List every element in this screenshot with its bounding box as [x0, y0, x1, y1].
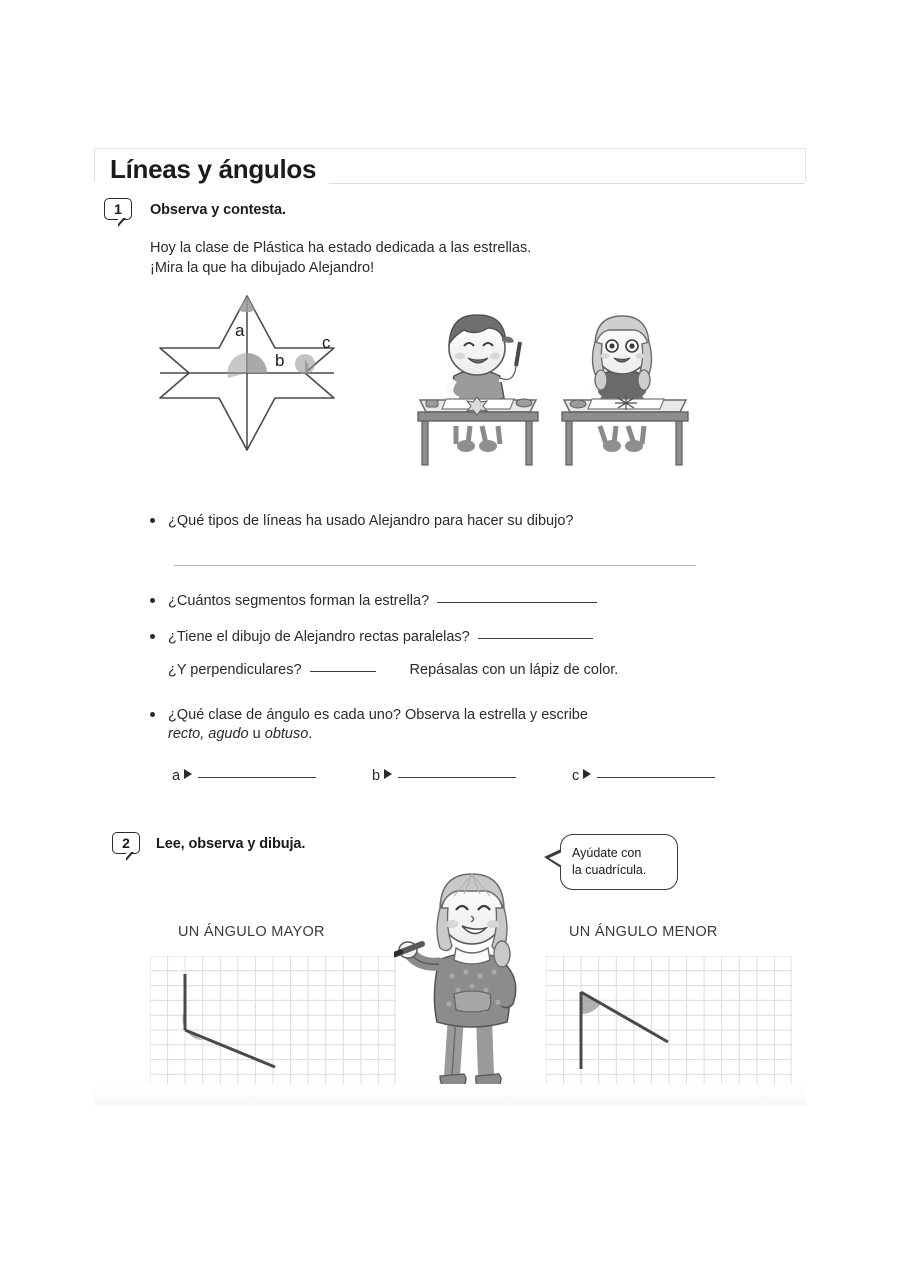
question-4	[150, 704, 750, 726]
triangle-marker-icon	[184, 769, 192, 779]
answer-blank-a[interactable]	[198, 777, 316, 778]
badge-tail-inner	[118, 217, 124, 224]
answer-item-c	[572, 768, 715, 784]
answer-blank-c[interactable]	[597, 777, 715, 778]
answer-blank-question-3[interactable]	[478, 638, 593, 639]
hint-speech-bubble	[560, 834, 678, 890]
answer-item-b	[372, 768, 516, 784]
page-title: Líneas y ángulos	[110, 154, 317, 184]
star-label-a: a	[235, 321, 245, 340]
left-angle-caption: UN ÁNGULO MAYOR	[178, 924, 325, 940]
angle-type-period: .	[308, 726, 313, 742]
bubble-tail-inner	[549, 852, 562, 866]
star-label-b: b	[275, 351, 285, 370]
frame-top-border	[94, 148, 806, 149]
answer-blank-question-3b[interactable]	[310, 671, 376, 672]
question-3-followup-note: Repásalas con un lápiz de color.	[409, 662, 619, 678]
question-3	[150, 626, 750, 648]
left-grid-obtuse-angle[interactable]	[150, 956, 396, 1104]
girl-with-pencil-illustration	[394, 848, 550, 1109]
exercise-2-number-badge	[112, 832, 142, 856]
exercise-1-intro-line-1: Hoy la clase de Plástica ha estado dedicada a las estrellas.	[150, 240, 532, 256]
bullet-dot	[150, 518, 155, 523]
question-3-text: ¿Tiene el dibujo de Alejandro rectas paralelas?	[168, 629, 470, 645]
star-figure	[142, 288, 352, 463]
answer-label-c: c	[572, 768, 580, 784]
exercise-1-number: 1	[104, 198, 132, 220]
star-label-c: c	[322, 333, 331, 352]
hint-line-1: Ayúdate con	[572, 846, 642, 860]
exercise-1-number-badge	[104, 198, 134, 222]
triangle-marker-icon	[384, 769, 392, 779]
answer-blank-b[interactable]	[398, 777, 516, 778]
children-drawing-illustration	[402, 276, 714, 479]
bullet-dot	[150, 712, 155, 717]
bullet-dot	[150, 634, 155, 639]
worksheet-page	[94, 148, 806, 1106]
exercise-1-intro-line-2: ¡Mira la que ha dibujado Alejandro!	[150, 260, 375, 276]
badge-tail-inner	[126, 851, 132, 858]
bullet-dot	[150, 598, 155, 603]
frame-bottom-shade	[94, 1084, 806, 1106]
question-3-followup	[168, 662, 618, 678]
answer-blank-question-2[interactable]	[437, 602, 597, 603]
exercise-1-heading: Observa y contesta.	[150, 202, 286, 218]
question-2-text: ¿Cuántos segmentos forman la estrella?	[168, 593, 430, 609]
question-4-text: ¿Qué clase de ángulo es cada uno? Observa la estrella y escribe	[168, 707, 588, 723]
exercise-2-heading: Lee, observa y dibuja.	[156, 836, 306, 852]
angle-type-words-1: recto, agudo	[168, 726, 249, 742]
answer-label-b: b	[372, 768, 381, 784]
angle-type-joiner: u	[248, 726, 265, 742]
answer-rule-question-1[interactable]	[174, 565, 696, 566]
answer-item-a	[172, 768, 316, 784]
question-4-italic-note	[168, 726, 312, 742]
right-grid-acute-angle[interactable]	[546, 956, 792, 1104]
question-1	[150, 510, 750, 532]
answer-label-a: a	[172, 768, 181, 784]
abc-answer-row	[172, 768, 772, 792]
question-2	[150, 590, 750, 612]
hint-line-2: la cuadrícula.	[572, 863, 647, 877]
frame-left-border	[94, 148, 95, 182]
angle-type-words-2: obtuso	[264, 726, 309, 742]
question-3-followup-label: ¿Y perpendiculares?	[168, 662, 302, 678]
frame-right-border	[805, 148, 806, 182]
triangle-marker-icon	[583, 769, 591, 779]
question-1-text: ¿Qué tipos de líneas ha usado Alejandro para hacer su dibujo?	[168, 513, 574, 529]
title-underline-rule	[329, 183, 805, 184]
right-angle-caption: UN ÁNGULO MENOR	[569, 924, 718, 940]
exercise-2-number: 2	[112, 832, 140, 854]
